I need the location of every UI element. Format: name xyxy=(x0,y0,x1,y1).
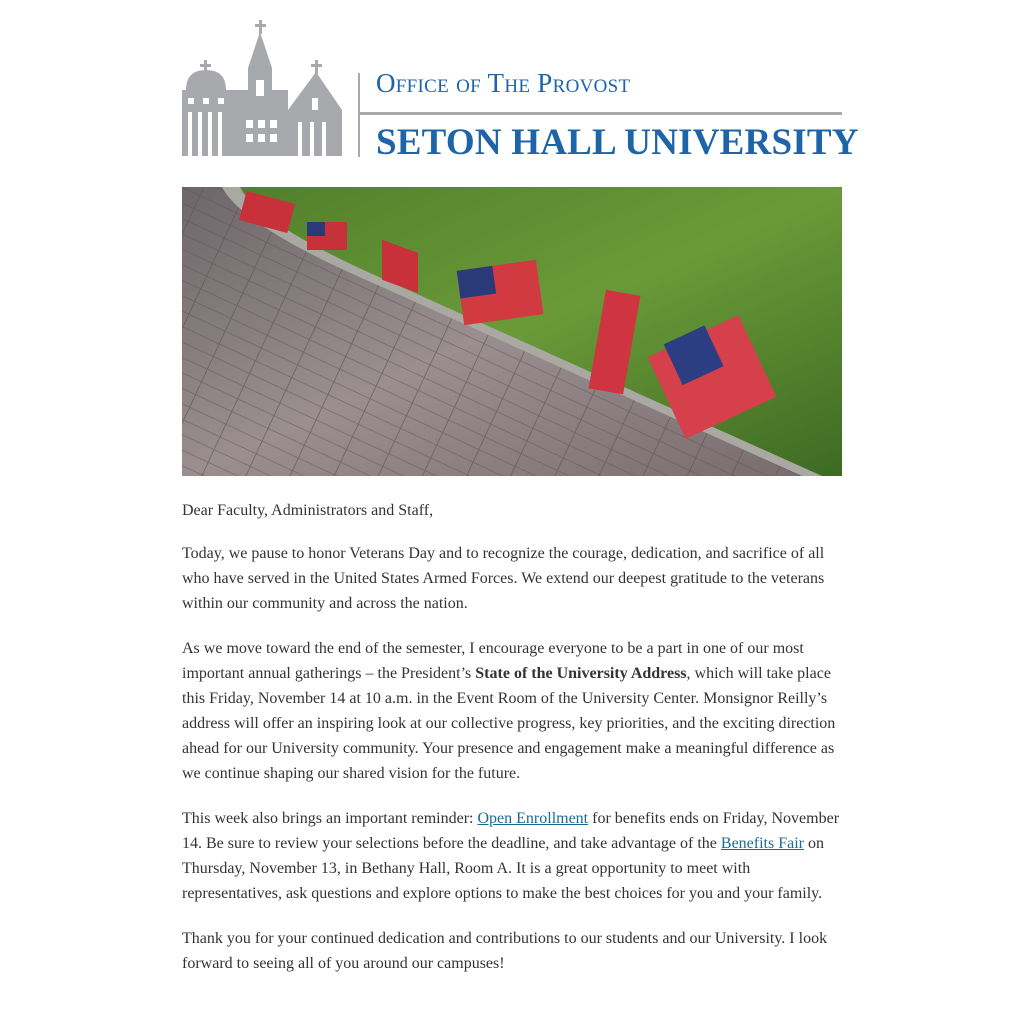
paragraph-state-of-university xyxy=(182,636,842,786)
letter-body xyxy=(182,498,842,976)
paragraph-veterans-day: Today, we pause to honor Veterans Day and to recognize the courage, dedication, and sacrifice of all who have served in the United States Armed Forces. We extend our deepest gratitude to the veterans within our community and across the nation. xyxy=(182,545,825,612)
office-title: Office of The Provost xyxy=(376,68,631,98)
paragraph-thank-you: Thank you for your continued dedication and contributions to our students and our University. I look forward to seeing all of you around our campuses! xyxy=(182,930,828,972)
p3-text-b: for benefits ends on Friday, November 14. Be sure to review your selections before the deadline, and take advantage of the xyxy=(182,810,840,852)
university-name: SETON HALL UNIVERSITY xyxy=(376,122,859,163)
p3-text-a: This week also brings an important reminder: xyxy=(182,810,478,827)
benefits-fair-link[interactable]: Benefits Fair xyxy=(720,835,804,852)
p2-text-a: As we move toward the end of the semester, I encourage everyone to be a part in one of our most important annual gatherings – the President’s xyxy=(182,640,804,682)
p2-text-b: , which will take place this Friday, November 14 at 10 a.m. in the Event Room of the University Center. Monsignor Reilly’s address will offer an inspiring look at our collective progress, key priorities, and the exciting direction ahead for our University community. Your presence and engagement make a meaningful difference as we continue shaping our shared vision for the future. xyxy=(182,665,836,782)
greeting: Dear Faculty, Administrators and Staff, xyxy=(182,502,434,519)
veterans-day-flags-photo xyxy=(182,187,842,476)
event-name: State of the University Address xyxy=(475,665,687,682)
logo-divider-horizontal xyxy=(360,112,842,115)
logo-divider-vertical xyxy=(358,73,360,157)
open-enrollment-link[interactable]: Open Enrollment xyxy=(477,810,589,827)
provost-logo xyxy=(182,18,859,163)
p3-text-c: on Thursday, November 13, in Bethany Hall, Room A. It is a great opportunity to meet with representatives, ask questions and explore options to make the best choices for you and your family. xyxy=(182,835,824,902)
paragraph-open-enrollment xyxy=(182,806,842,906)
university-buildings-icon xyxy=(182,18,352,158)
